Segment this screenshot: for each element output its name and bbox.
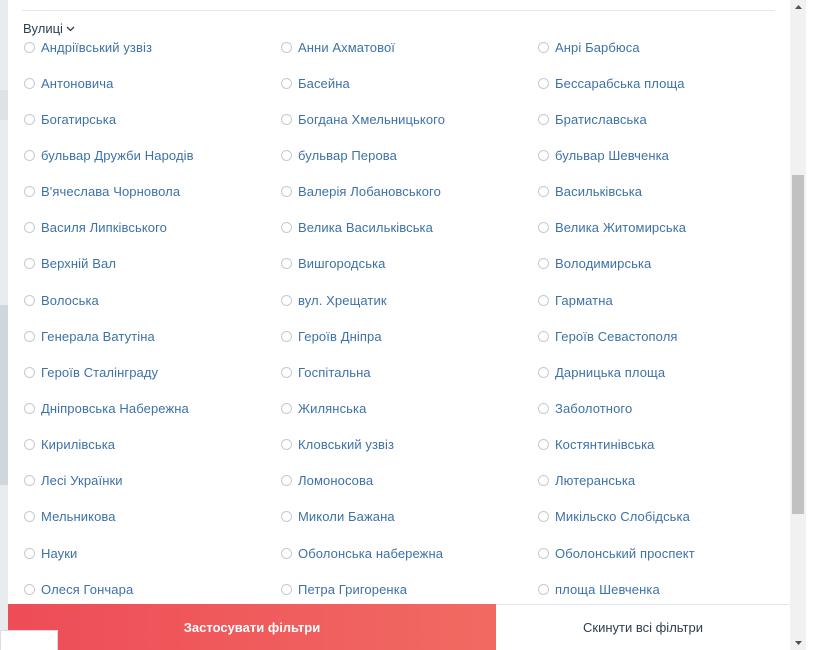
apply-filters-button[interactable]: Застосувати фільтри [8,604,496,650]
radio-button[interactable] [538,331,549,342]
radio-button[interactable] [281,511,292,522]
street-option[interactable] [538,471,635,491]
reset-filters-button[interactable]: Скинути всі фільтри [496,604,790,650]
radio-button[interactable] [24,511,35,522]
street-option[interactable] [24,109,116,129]
radio-button[interactable] [24,186,35,197]
street-option[interactable] [538,326,678,346]
street-label: Богатирська [41,111,117,127]
street-option[interactable] [538,362,665,382]
radio-button[interactable] [24,150,35,161]
radio-button[interactable] [24,78,35,89]
street-label: Володимирська [555,256,652,272]
radio-button[interactable] [538,186,549,197]
radio-button[interactable] [538,114,549,125]
street-option[interactable] [24,145,194,165]
street-option[interactable] [538,254,651,274]
radio-button[interactable] [24,295,35,306]
street-label: Олеся Гончара [41,581,134,597]
radio-button[interactable] [24,403,35,414]
street-option[interactable] [281,109,445,129]
street-option[interactable] [24,579,133,599]
street-label: В'ячеслава Чорновола [41,184,181,200]
chevron-down-icon [66,26,75,32]
street-option[interactable] [281,471,373,491]
radio-button[interactable] [281,548,292,559]
street-label: Василя Липківського [41,220,167,236]
street-label: Велика Васильківська [298,220,433,236]
radio-button[interactable] [281,475,292,486]
street-label: Верхній Вал [41,256,117,272]
radio-button[interactable] [281,186,292,197]
radio-button[interactable] [281,439,292,450]
street-label: Госпітальна [298,364,371,380]
street-label: Миколи Бажана [298,509,395,525]
street-option[interactable] [281,254,385,274]
radio-button[interactable] [24,222,35,233]
street-option[interactable] [24,218,167,238]
street-option[interactable] [281,145,397,165]
background-tab [0,630,58,650]
street-option[interactable] [538,435,655,455]
street-option[interactable] [281,507,395,527]
window-edge [806,0,816,650]
radio-button[interactable] [281,331,292,342]
radio-button[interactable] [24,475,35,486]
street-label: Заболотного [555,401,633,416]
street-option[interactable] [24,73,113,93]
street-label: Микільско Слобідська [555,509,690,525]
street-label: Дніпровська Набережна [41,401,189,416]
street-label: Анрі Барбюса [555,39,640,55]
radio-button[interactable] [24,439,35,450]
street-option[interactable] [24,543,77,563]
street-label: Валерія Лобановського [298,184,441,200]
triangle-up-icon [795,5,802,9]
radio-button[interactable] [24,42,35,53]
street-option[interactable] [24,326,155,346]
scroll-thumb[interactable] [792,175,804,514]
radio-button[interactable] [538,42,549,53]
street-option[interactable] [538,579,660,599]
radio-button[interactable] [281,222,292,233]
street-label: Кирилівська [41,437,116,453]
radio-button[interactable] [538,548,549,559]
street-label: Дарницька площа [555,364,666,380]
streets-section-title: Вулиці [23,21,63,36]
street-label: Костянтинівська [555,437,655,453]
radio-button[interactable] [538,403,549,414]
scroll-up-arrow[interactable] [790,0,806,14]
street-option[interactable] [281,73,350,93]
street-option[interactable] [24,399,189,419]
streets-section-toggle[interactable] [23,21,75,36]
street-label: Анни Ахматової [298,39,395,55]
street-option[interactable] [24,362,158,382]
street-label: площа Шевченка [555,581,660,597]
radio-button[interactable] [24,367,35,378]
street-label: Вишгородська [298,256,386,272]
radio-button[interactable] [281,150,292,161]
street-option[interactable] [24,37,152,57]
radio-button[interactable] [538,295,549,306]
street-label: Велика Житомирська [555,220,687,236]
street-label: Жилянська [298,401,367,416]
radio-button[interactable] [24,548,35,559]
street-option[interactable] [281,579,407,599]
street-label: вул. Хрещатик [298,292,387,308]
radio-button[interactable] [24,114,35,125]
street-option[interactable] [538,73,685,93]
street-label: Науки [41,545,78,561]
street-label: Лютеранська [555,473,636,489]
filter-modal [8,0,790,650]
radio-button[interactable] [24,331,35,342]
street-label: Оболонська набережна [298,545,444,561]
street-option[interactable] [538,543,695,563]
radio-button[interactable] [281,403,292,414]
scroll-down-arrow[interactable] [790,636,806,650]
street-label: Богдана Хмельницького [298,111,446,127]
street-label: бульвар Перова [298,147,397,163]
radio-button[interactable] [538,78,549,89]
street-option[interactable] [24,290,99,310]
radio-button[interactable] [281,367,292,378]
street-label: Васильківська [555,184,643,200]
radio-button[interactable] [538,511,549,522]
street-option[interactable] [24,507,116,527]
radio-button[interactable] [24,584,35,595]
filter-footer [8,604,790,650]
street-label: Антоновича [41,75,114,91]
background-page-left [0,0,8,650]
radio-button[interactable] [538,584,549,595]
street-option[interactable] [281,182,441,202]
street-option[interactable] [24,435,115,455]
street-option[interactable] [538,37,640,57]
street-label: Кловський узвіз [298,437,395,453]
radio-button[interactable] [538,222,549,233]
street-option[interactable] [281,218,433,238]
street-option[interactable] [281,290,387,310]
street-label: Братиславська [555,111,647,127]
radio-button[interactable] [281,258,292,269]
street-option[interactable] [24,254,116,274]
radio-button[interactable] [24,258,35,269]
background-fragment [0,90,8,120]
radio-button[interactable] [281,584,292,595]
radio-button[interactable] [281,295,292,306]
street-option[interactable] [538,109,647,129]
street-option[interactable] [281,37,395,57]
street-option[interactable] [538,218,686,238]
top-divider [22,10,775,11]
street-label: Лесі Українки [41,473,123,489]
street-option[interactable] [538,290,613,310]
street-option[interactable] [281,326,382,346]
radio-button[interactable] [538,367,549,378]
street-option[interactable] [281,362,371,382]
street-option[interactable] [538,182,642,202]
scrollbar[interactable] [790,0,806,650]
street-option[interactable] [538,507,690,527]
street-label: Оболонський проспект [555,545,695,561]
street-label: Волоська [41,292,99,308]
street-label: Андріївський узвіз [41,39,153,55]
radio-button[interactable] [281,42,292,53]
street-label: Гарматна [555,292,613,308]
street-option[interactable] [538,399,632,419]
street-label: Героїв Дніпра [298,328,382,344]
street-label: Басейна [298,75,350,91]
street-label: Героїв Севастополя [555,328,678,344]
street-option[interactable] [281,399,366,419]
triangle-down-icon [795,641,802,645]
street-label: Мельникова [41,509,116,525]
street-label: Петра Григоренка [298,581,408,597]
street-label: Генерала Ватутіна [41,328,155,344]
street-option[interactable] [281,435,394,455]
street-option[interactable] [24,182,180,202]
street-label: бульвар Шевченка [555,147,670,163]
radio-button[interactable] [538,150,549,161]
radio-button[interactable] [538,475,549,486]
radio-button[interactable] [538,258,549,269]
street-label: Ломоносова [298,473,374,489]
street-label: бульвар Дружби Народів [41,147,194,163]
street-label: Героїв Сталінграду [41,364,159,380]
street-option[interactable] [24,471,123,491]
street-option[interactable] [281,543,443,563]
radio-button[interactable] [281,114,292,125]
street-option[interactable] [538,145,669,165]
background-fragment [0,305,8,485]
radio-button[interactable] [281,78,292,89]
street-label: Бессарабська площа [555,75,685,91]
radio-button[interactable] [538,439,549,450]
